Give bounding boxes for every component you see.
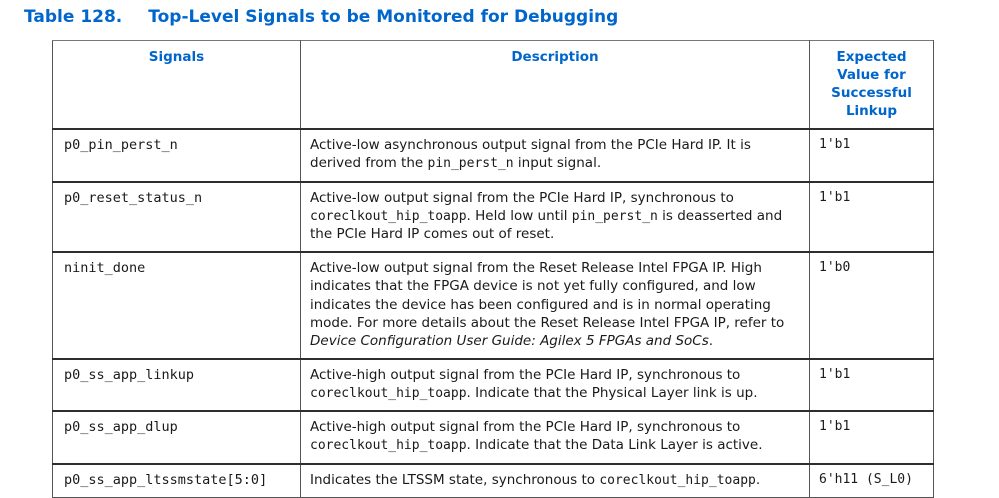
inline-code-text: coreclkout_hip_toapp bbox=[310, 385, 467, 401]
table-row bbox=[53, 252, 934, 358]
signals-table bbox=[52, 40, 934, 498]
description-cell bbox=[301, 411, 810, 463]
table-caption: Top-Level Signals to be Monitored for Debugging bbox=[148, 7, 619, 27]
description-cell bbox=[301, 129, 810, 181]
expected-value-cell: 1'b0 bbox=[810, 252, 934, 358]
signal-cell: p0_reset_status_n bbox=[53, 182, 301, 253]
header-signals: Signals bbox=[53, 41, 301, 130]
description-cell bbox=[301, 252, 810, 358]
inline-plain-text: . bbox=[708, 332, 714, 349]
expected-value-cell: 1'b1 bbox=[810, 411, 934, 463]
table-row bbox=[53, 411, 934, 463]
description-cell bbox=[301, 464, 810, 498]
inline-plain-text: Active-low output signal from the Reset Release Intel FPGA IP. High indicates that the FPGA device is not yet fully configured, and low indicates the device has been configured and is in normal operating mode. For more details about the Reset Release Intel FPGA IP, refer to bbox=[310, 260, 785, 331]
expected-value-cell: 1'b1 bbox=[810, 359, 934, 411]
inline-plain-text: . Indicate that the Data Link Layer is active. bbox=[466, 437, 763, 454]
header-description: Description bbox=[301, 41, 810, 130]
inline-plain-text: Active-low output signal from the PCIe Hard IP, synchronous to bbox=[310, 189, 734, 206]
signal-cell: p0_ss_app_ltssmstate[5:0] bbox=[53, 464, 301, 498]
inline-plain-text: Active-low asynchronous output signal from the PCIe Hard IP. It is derived from the bbox=[310, 137, 751, 172]
inline-plain-text: . Indicate that the Physical Layer link is up. bbox=[466, 384, 758, 401]
signal-cell: p0_ss_app_linkup bbox=[53, 359, 301, 411]
inline-code-text: coreclkout_hip_toapp bbox=[599, 472, 756, 488]
inline-plain-text: Active-high output signal from the PCIe Hard IP, synchronous to bbox=[310, 366, 741, 383]
inline-plain-text: input signal. bbox=[513, 155, 602, 172]
inline-italic-text: Device Configuration User Guide: Agilex 5 FPGAs and SoCs bbox=[310, 332, 709, 349]
table-header-row bbox=[53, 41, 934, 130]
table-row bbox=[53, 464, 934, 498]
expected-value-cell: 6'h11 (S_L0) bbox=[810, 464, 934, 498]
description-cell bbox=[301, 182, 810, 253]
inline-plain-text: Indicates the LTSSM state, synchronous to bbox=[310, 471, 600, 488]
inline-code-text: pin_perst_n bbox=[571, 208, 658, 224]
inline-plain-text: Active-high output signal from the PCIe Hard IP, synchronous to bbox=[310, 419, 741, 436]
table-row bbox=[53, 129, 934, 181]
inline-code-text: coreclkout_hip_toapp bbox=[310, 438, 467, 454]
inline-plain-text: is deasserted and the PCIe Hard IP comes out of reset. bbox=[310, 207, 783, 243]
table-row bbox=[53, 182, 934, 253]
table-body bbox=[53, 129, 934, 497]
signal-cell: ninit_done bbox=[53, 252, 301, 358]
inline-code-text: coreclkout_hip_toapp bbox=[310, 208, 467, 224]
signal-cell: p0_pin_perst_n bbox=[53, 129, 301, 181]
description-cell bbox=[301, 359, 810, 411]
table-title bbox=[24, 7, 618, 27]
inline-code-text: pin_perst_n bbox=[427, 156, 514, 172]
table-row bbox=[53, 359, 934, 411]
inline-plain-text: . Held low until bbox=[466, 207, 572, 224]
inline-plain-text: . bbox=[755, 471, 761, 488]
header-expected-value: Expected Value for Successful Linkup bbox=[810, 41, 934, 130]
signal-cell: p0_ss_app_dlup bbox=[53, 411, 301, 463]
expected-value-cell: 1'b1 bbox=[810, 129, 934, 181]
expected-value-cell: 1'b1 bbox=[810, 182, 934, 253]
table-number: Table 128. bbox=[24, 7, 123, 27]
